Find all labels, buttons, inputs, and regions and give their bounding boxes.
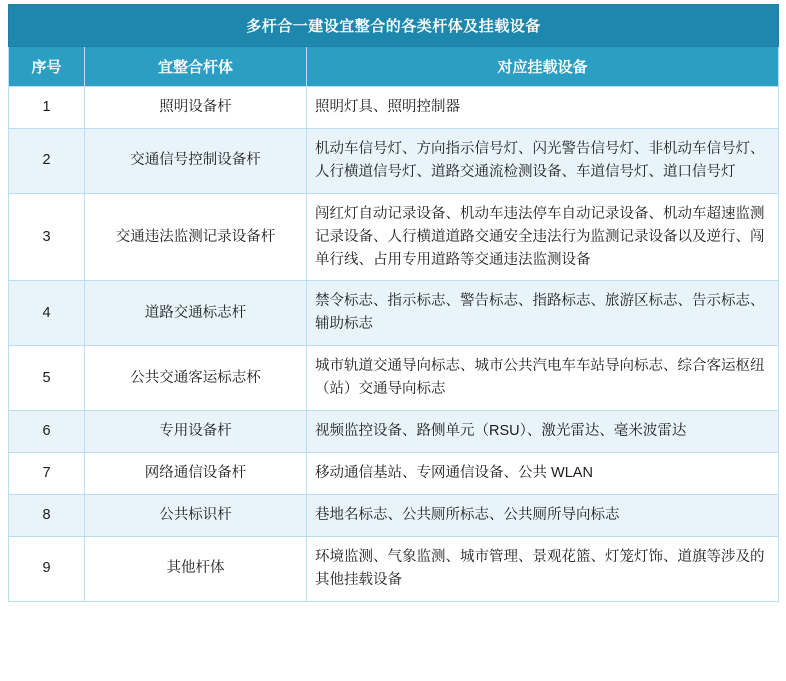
table-row	[9, 128, 779, 193]
cell-equipment: 机动车信号灯、方向指示信号灯、闪光警告信号灯、非机动车信号灯、人行横道信号灯、道路交通流检测设备、车道信号灯、道口信号灯	[307, 128, 779, 193]
cell-equipment: 禁令标志、指示标志、警告标志、指路标志、旅游区标志、告示标志、辅助标志	[307, 281, 779, 346]
cell-index: 7	[9, 452, 85, 494]
cell-index: 4	[9, 281, 85, 346]
column-header-pole: 宜整合杆体	[85, 47, 307, 87]
cell-pole: 照明设备杆	[85, 87, 307, 129]
cell-index: 6	[9, 411, 85, 453]
table-row	[9, 281, 779, 346]
cell-equipment: 照明灯具、照明控制器	[307, 87, 779, 129]
table-row	[9, 346, 779, 411]
table-row	[9, 411, 779, 453]
cell-equipment: 闯红灯自动记录设备、机动车违法停车自动记录设备、机动车超速监测记录设备、人行横道道路交通安全违法行为监测记录设备以及逆行、闯单行线、占用专用道路等交通违法监测设备	[307, 193, 779, 281]
cell-pole: 公共交通客运标志杯	[85, 346, 307, 411]
table-row	[9, 193, 779, 281]
column-header-index: 序号	[9, 47, 85, 87]
cell-pole: 交通信号控制设备杆	[85, 128, 307, 193]
cell-pole: 网络通信设备杆	[85, 452, 307, 494]
cell-equipment: 环境监测、气象监测、城市管理、景观花篮、灯笼灯饰、道旗等涉及的其他挂载设备	[307, 536, 779, 601]
table-body	[9, 87, 779, 602]
cell-equipment: 巷地名标志、公共厕所标志、公共厕所导向标志	[307, 494, 779, 536]
cell-pole: 专用设备杆	[85, 411, 307, 453]
cell-equipment: 移动通信基站、专网通信设备、公共 WLAN	[307, 452, 779, 494]
cell-equipment: 视频监控设备、路侧单元（RSU）、激光雷达、毫米波雷达	[307, 411, 779, 453]
cell-equipment: 城市轨道交通导向标志、城市公共汽电车车站导向标志、综合客运枢纽（站）交通导向标志	[307, 346, 779, 411]
table-header-row	[9, 47, 779, 87]
column-header-equipment: 对应挂载设备	[307, 47, 779, 87]
cell-pole: 交通违法监测记录设备杆	[85, 193, 307, 281]
cell-index: 8	[9, 494, 85, 536]
table-row	[9, 87, 779, 129]
table-title-row	[9, 5, 779, 47]
cell-index: 1	[9, 87, 85, 129]
cell-pole: 其他杆体	[85, 536, 307, 601]
pole-integration-table	[8, 4, 779, 602]
cell-index: 3	[9, 193, 85, 281]
cell-index: 2	[9, 128, 85, 193]
table-title: 多杆合一建设宜整合的各类杆体及挂载设备	[9, 5, 779, 47]
table-row	[9, 452, 779, 494]
cell-pole: 公共标识杆	[85, 494, 307, 536]
cell-index: 9	[9, 536, 85, 601]
cell-pole: 道路交通标志杆	[85, 281, 307, 346]
table-row	[9, 494, 779, 536]
cell-index: 5	[9, 346, 85, 411]
table-row	[9, 536, 779, 601]
